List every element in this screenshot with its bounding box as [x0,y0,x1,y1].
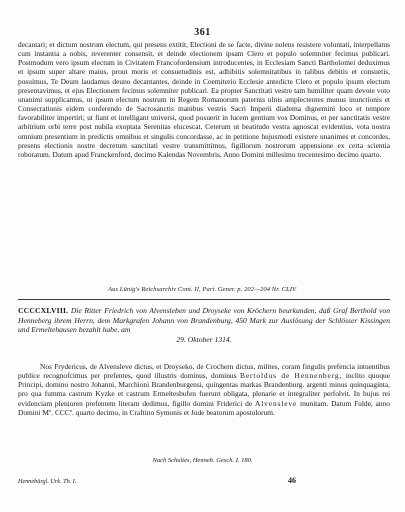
footer-signature: 46 [288,476,296,485]
page-number: 361 [194,27,211,38]
charter-text-continued: decantari; et dictum nostrum electum, qui presens extitit, Electioni de se facte, divine nolens resistere voluntati, interpellatus cum instantia a nobis, reverenter consensit, et deinde electionem ipsam Clero et populo solemniter fecimus publicari. Postmodum vero ipsum electum in Civitatem Francofordensium introducentes, in Ecclesiam Sancti Bartholomei deduximus et ipsum super altare maius, prout moris et consuetudinis est, adhibitis solemnitatibus in talibus debitis et consuetis, posuimus, Te Deum laudamus deuno decantantes, deinde in Coemiterio Ecclesie antedicte Clero et populo ipsum electum presentavimus, et ejus Electionem fecimus solemniter publicari. Ea propter Sanctitati vestre tam humiliter quam devote voto unanimi supplicamus, ut ipsum electum nostrum in Regem Romanorum paternis ulnis amplectentes munus inunctionis et Consecrationis eidem conferendo de Sacrosanctis manibus vestris Sacri Imperii diadema dignemini loco et tempore favorabiliter impertiri; ut fiant et intelligant universi, quod posuerit in lucem gentium vos Dominus, et per sanctitatis vestre arbitrium orbi terre post nubila exoptata Serenitas elucescat. Ceterum ut beatitudo vestra agnoscat evidentius, vota nostra omnium presentium in predictis omnibus et singulis concordasse, ac in petitione hujusmodi existere unanimes et concordes, presens electionis nostre decretum sanctitati vestre transmittimus, figillorum nostrorum appensione ex certa scientia roboratum. Datum apud Franckenford, decimo Kalendas Novembris, Anno Domini millesimo trecentesimo decimo quarto. [18,40,390,159]
source-citation: Aus Lünig's Reichsarchiv Cont. II, Part. Gener. p. 202—204 Nr. CLIV. [108,286,297,293]
footer-volume: Hennebürgl. Urk. Th. I. [18,478,77,485]
document-number: CCCCXLVIII. [18,306,69,315]
charter-text-part-1: Nos Frydericus, de Alvensleve dictus, et Droyseko, de Crochern dictus, milites, coram fingulis prefencia intuentibus publice recognofcimus per prefentes, quod illustris dominus, dominus [18,362,390,381]
document-summary: Die Ritter Friedrich von Alvensleben und Droyseke von Kröchern beurkunden, daß Graf Berthold von Henneberg ihrem Herrn, dem Markgrafen Johann von Brandenburg, 450 Mark zur Auslösung der Schlösser Kissingen und Ermeltehausen bezahlt habe, am [18,306,390,335]
person-name-alvensleve: Alvensleve [254,398,298,408]
section-divider [18,299,390,300]
charter-text-part-3: munitam. Datum Fulde, anno Domini Mº. CCCº. quarto decimo, in Craftino Symonis et Jude beatorum apostolorum. [18,398,390,417]
source-citation-2: Nach Schultes, Henneb. Gesch. I. 180. [152,457,253,464]
document-date: 29. Oktober 1314. [176,335,232,345]
person-name-berthold: Bertoldus de Hennenberg, [240,371,343,381]
charter-text-part-2: inclito quoque Principi, domino nostro Johanni, Marchioni Brandenburgensi, quingentas markas Brandenburg. argenti minus quinquaginta, pro qua fumma castrum Kyzke et castrum Ermeltesbufen fuerunt obligata, plenarie et integraliter perfolvit. In hujus rei evidenciam plenioren prefentem literam dedimus, figillo domini Friderici de [18,371,390,408]
document-heading [18,306,390,345]
charter-text [18,362,390,417]
